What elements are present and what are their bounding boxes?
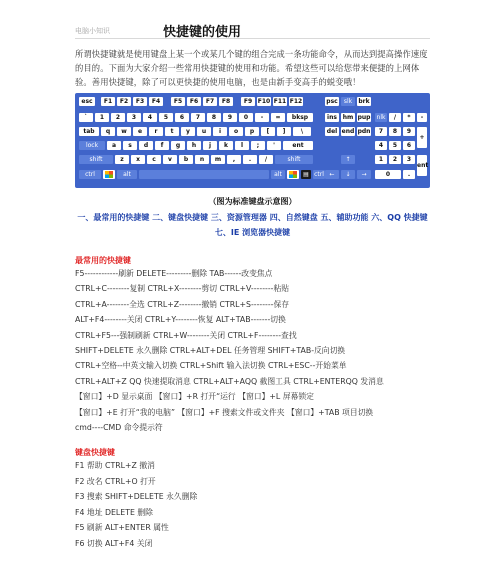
- keyboard-key: u: [197, 127, 211, 136]
- shortcut-line: F4 地址 DELETE 删除: [75, 507, 153, 517]
- keyboard-key: p: [245, 127, 259, 136]
- keyboard-key: brk: [358, 98, 370, 105]
- keyboard-key: 5: [389, 141, 401, 150]
- section-title-keyboard: 键盘快捷键: [75, 448, 115, 458]
- keyboard-key: 2: [111, 113, 125, 122]
- shortcut-line: F5 刷新 ALT+ENTER 属性: [75, 523, 169, 533]
- keyboard-key: ins: [325, 113, 339, 122]
- keyboard-key: 4: [375, 141, 387, 150]
- keyboard-key: ]: [277, 127, 291, 136]
- keyboard-key: esc: [79, 97, 95, 106]
- keyboard-key: F3: [133, 97, 147, 106]
- keyboard-key: →: [357, 170, 371, 179]
- keyboard-key: ': [267, 141, 281, 150]
- keyboard-key: ent: [417, 155, 427, 176]
- shortcut-line: F1 帮助 CTRL+Z 撤消: [75, 461, 155, 471]
- keyboard-key: ▤: [301, 170, 311, 179]
- section-common-shortcuts: [75, 266, 430, 435]
- keyboard-key: 6: [403, 141, 415, 150]
- shortcut-line: F5------------刷新 DELETE---------删除 TAB------改变焦点: [75, 269, 273, 278]
- shortcut-line: cmd----CMD 命令提示符: [75, 423, 163, 433]
- keyboard-key: ;: [251, 141, 265, 150]
- shortcut-line: CTRL+A--------全选 CTRL+Z--------撤销 CTRL+S--------保存: [75, 299, 290, 309]
- keyboard-key: 0: [375, 170, 401, 179]
- shortcut-line: 【窗口】+E 打开“我的电脑” 【窗口】+F 搜索文件或文件夹 【窗口】+TAB 项目切换: [75, 407, 374, 417]
- article-header: [75, 18, 430, 39]
- keyboard-key: ent: [283, 141, 313, 150]
- keyboard-key: m: [211, 155, 225, 164]
- keyboard-key: F6: [187, 97, 201, 106]
- keyboard-key: 4: [143, 113, 157, 122]
- keyboard-key: b: [179, 155, 193, 164]
- keyboard-key: ↓: [341, 170, 355, 179]
- keyboard-key: slk: [341, 97, 355, 106]
- keyboard-key: .: [403, 170, 415, 179]
- keyboard-key: hm: [342, 114, 354, 121]
- shortcut-line: CTRL+ALT+Z QQ 快速提取消息 CTRL+ALT+AQQ 截图工具 CTRL+ENTERQQ 发消息: [75, 376, 384, 386]
- windows-logo-icon: [289, 171, 297, 178]
- keyboard-key: 1: [95, 113, 109, 122]
- keyboard-key: 8: [207, 113, 221, 122]
- keyboard-key: r: [149, 127, 163, 136]
- shortcut-line: CTRL+空格--中英文输入切换 CTRL+Shift 输入法切换 CTRL+ESC--开始菜单: [75, 361, 347, 371]
- keyboard-key: ,: [227, 155, 241, 164]
- shortcut-line: F2 改名 CTRL+O 打开: [75, 476, 156, 486]
- keyboard-key: F7: [203, 97, 217, 106]
- keyboard-key: 2: [389, 155, 401, 164]
- keyboard-key: 1: [375, 155, 387, 164]
- keyboard-key: shift: [79, 155, 113, 164]
- shortcut-line: CTRL+F5---强制刷新 CTRL+W--------关闭 CTRL+F--------查找: [75, 330, 297, 340]
- keyboard-key: [: [261, 127, 275, 136]
- table-of-contents[interactable]: 一、最常用的快捷键 二、键盘快捷键 三、资源管理器 四、自然键盘 五、辅助功能 六、QQ 快捷键 七、IE 浏览器快捷键: [77, 213, 428, 237]
- keyboard-key: *: [403, 113, 415, 122]
- keyboard-key: tab: [79, 127, 99, 136]
- keyboard-key: F5: [171, 97, 185, 106]
- keyboard-key: z: [115, 155, 129, 164]
- keyboard-key: /: [259, 155, 273, 164]
- keyboard-key: F8: [219, 97, 233, 106]
- keyboard-key: shift: [275, 155, 313, 164]
- shortcut-line: CTRL+C--------复制 CTRL+X--------剪切 CTRL+V--------粘贴: [75, 284, 290, 294]
- breadcrumb[interactable]: 电脑小知识: [75, 27, 110, 35]
- keyboard-key: 0: [239, 113, 253, 122]
- keyboard-key: F11: [273, 98, 287, 105]
- keyboard-key: x: [131, 155, 145, 164]
- windows-logo-icon: [105, 171, 113, 178]
- section-title-common: 最常用的快捷键: [75, 256, 131, 265]
- keyboard-key: pdn: [357, 128, 371, 135]
- keyboard-key: F12: [289, 98, 303, 105]
- keyboard-key: F10: [257, 98, 271, 105]
- shortcut-line: SHIFT+DELETE 永久删除 CTRL+ALT+DEL 任务管理 SHIFT+TAB-反向切换: [75, 346, 346, 356]
- keyboard-key: 7: [375, 127, 387, 136]
- keyboard-key: g: [171, 141, 185, 150]
- keyboard-key: f: [155, 141, 169, 150]
- keyboard-key: psc: [326, 98, 338, 105]
- page-title: 快捷键的使用: [163, 25, 242, 40]
- windows-key: [287, 170, 299, 179]
- keyboard-key: ctrl: [314, 171, 324, 178]
- keyboard-key: pup: [357, 114, 371, 121]
- keyboard-key: 3: [127, 113, 141, 122]
- keyboard-key: y: [181, 127, 195, 136]
- keyboard-key: \: [293, 127, 311, 136]
- keyboard-key: +: [417, 127, 427, 148]
- keyboard-key: k: [219, 141, 233, 150]
- keyboard-key: a: [107, 141, 121, 150]
- keyboard-key: s: [123, 141, 137, 150]
- keyboard-key: e: [133, 127, 147, 136]
- keyboard-key: 3: [403, 155, 415, 164]
- shortcut-line: ALT+F4--------关闭 CTRL+Y--------恢复 ALT+TAB-------切换: [75, 315, 286, 325]
- keyboard-key: h: [187, 141, 201, 150]
- keyboard-key: n: [195, 155, 209, 164]
- section-keyboard-shortcuts: [75, 458, 430, 550]
- keyboard-key: `: [79, 113, 93, 122]
- keyboard-key: i: [213, 127, 227, 136]
- keyboard-key: ctrl: [79, 170, 101, 179]
- keyboard-key: /: [389, 113, 401, 122]
- keyboard-key: 8: [389, 127, 401, 136]
- keyboard-key: F2: [117, 97, 131, 106]
- keyboard-key: ←: [325, 170, 339, 179]
- keyboard-key: lock: [79, 141, 105, 150]
- keyboard-key: w: [117, 127, 131, 136]
- keyboard-key: alt: [271, 170, 285, 179]
- keyboard-key: F1: [101, 97, 115, 106]
- keyboard-key: -: [417, 113, 427, 122]
- keyboard-diagram: [75, 93, 430, 188]
- keyboard-key: [139, 170, 269, 179]
- keyboard-key: ↑: [341, 155, 355, 164]
- keyboard-key: t: [165, 127, 179, 136]
- intro-paragraph: 所谓快捷键就是使用键盘上某一个或某几个键的组合完成一条功能命令，从而达到提高操作速度的目的。下面为大家介绍一些常用快捷键的使用和功能。希望这些可以给您带来便捷的上网体验。善用快捷键，除了可以更快捷的使用电脑，也是由新手变高手的蜕变哦！: [75, 49, 428, 87]
- shortcut-line: F3 搜索 SHIFT+DELETE 永久删除: [75, 492, 198, 502]
- keyboard-key: 6: [175, 113, 189, 122]
- keyboard-key: v: [163, 155, 177, 164]
- shortcut-line: F6 切换 ALT+F4 关闭: [75, 538, 153, 548]
- keyboard-key: -: [255, 113, 269, 122]
- keyboard-key: del: [326, 128, 338, 135]
- keyboard-key: 5: [159, 113, 173, 122]
- keyboard-key: F4: [149, 97, 163, 106]
- keyboard-key: d: [139, 141, 153, 150]
- keyboard-key: c: [147, 155, 161, 164]
- keyboard-key: 9: [403, 127, 415, 136]
- keyboard-key: 7: [191, 113, 205, 122]
- keyboard-key: =: [271, 113, 285, 122]
- windows-key: [103, 170, 115, 179]
- keyboard-key: nlk: [376, 114, 386, 121]
- keyboard-key: .: [243, 155, 257, 164]
- keyboard-key: j: [203, 141, 217, 150]
- keyboard-key: alt: [117, 170, 137, 179]
- shortcut-line: 【窗口】+D 显示桌面 【窗口】+R 打开“运行 【窗口】+L 屏幕锁定: [75, 392, 314, 402]
- keyboard-key: 9: [223, 113, 237, 122]
- figure-caption: （图为标准键盘示意图）: [208, 197, 297, 206]
- keyboard-key: F9: [241, 97, 255, 106]
- keyboard-key: o: [229, 127, 243, 136]
- article: [75, 18, 430, 551]
- keyboard-key: l: [235, 141, 249, 150]
- keyboard-key: end: [341, 128, 355, 135]
- keyboard-key: q: [101, 127, 115, 136]
- keyboard-key: bksp: [287, 113, 313, 122]
